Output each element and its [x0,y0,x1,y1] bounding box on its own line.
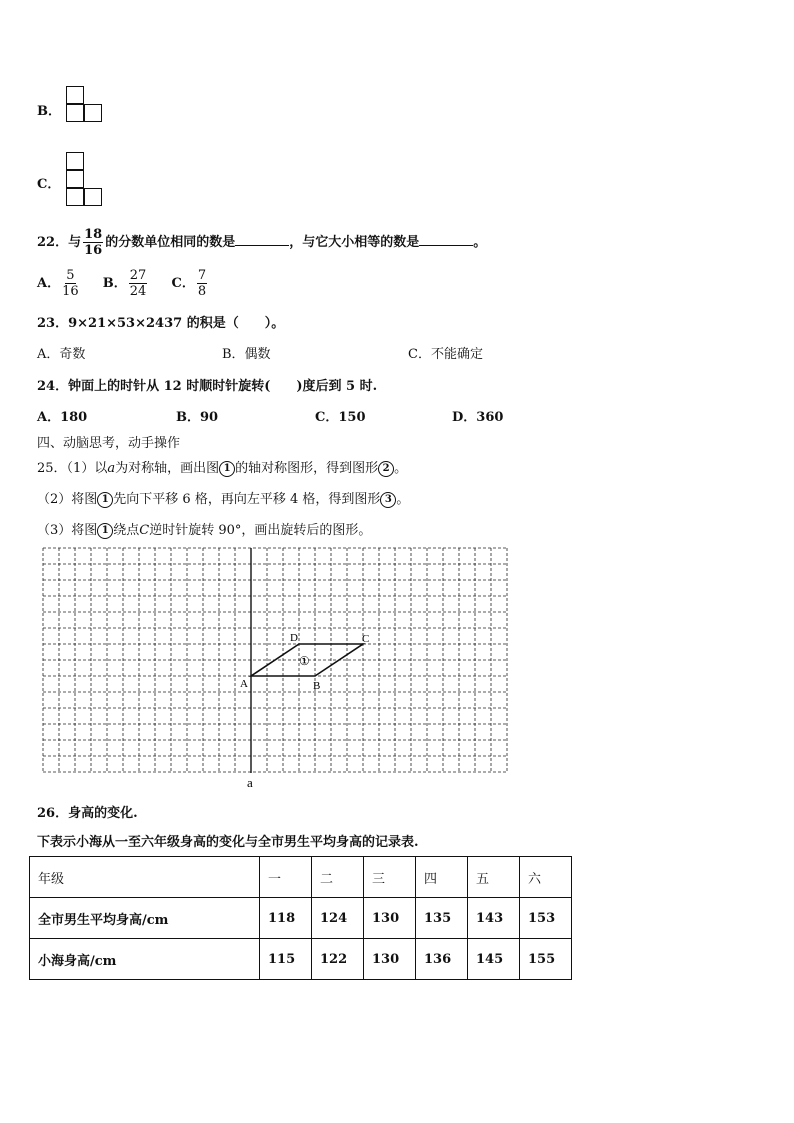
question-22-options: A． $\frac{5}{16}$ B． $\frac{27}{24}$ C． $\frac{7}{8}$ [37,268,207,299]
height-table [29,856,572,980]
table-header-cell: 六 [520,857,572,898]
table-cell: 124 [312,898,364,939]
option-c-fraction: $\frac{7}{8}$ [197,268,207,299]
table-cell: 136 [416,939,468,980]
vertex-label-a: A [240,678,248,690]
table-cell: 135 [416,898,468,939]
option-b-fraction: $\frac{27}{24}$ [129,268,147,299]
shape-label-1: ① [299,654,310,668]
table-cell: 130 [364,898,416,939]
question-25-part-1: 25．（1）以a为对称轴，画出图 1 的轴对称图形，得到图形 2 。 [37,461,408,476]
q24-option-c: C．150 [315,410,366,425]
q24-option-a: A．180 [37,410,88,425]
vertex-label-b: B [313,680,321,692]
vertex-label-c: C [362,633,370,645]
q23-option-b: B．偶数 [222,347,271,362]
q24-option-b: B．90 [176,410,219,425]
question-25-part-2: （2）将图 1 先向下平移 6 格，再向左平移 4 格，得到图形 3 。 [37,492,410,507]
table-header-cell: 年级 [30,857,260,898]
table-header-cell: 二 [312,857,364,898]
q23-option-a: A．奇数 [37,347,86,362]
table-row [30,857,572,898]
table-cell: 115 [260,939,312,980]
table-cell: 小海身高/cm [30,939,260,980]
table-cell: 145 [468,939,520,980]
q24-option-d: D．360 [452,410,504,425]
table-cell: 118 [260,898,312,939]
option-c-label: C． [37,177,61,192]
table-cell: 130 [364,939,416,980]
option-a-fraction: $\frac{5}{16}$ [62,268,79,299]
table-row [30,898,572,939]
axis-label-a: a [247,775,253,790]
table-cell: 143 [468,898,520,939]
vertex-label-d: D [290,632,298,644]
coordinate-grid [40,545,514,795]
question-26-subtitle: 下表示小海从一至六年级身高的变化与全市男生平均身高的记录表. [37,835,419,850]
table-row [30,939,572,980]
fraction-18-16: $\frac{18}{16}$ [84,227,103,258]
table-cell: 153 [520,898,572,939]
table-cell: 全市男生平均身高/cm [30,898,260,939]
answer-blank-2[interactable] [419,233,473,246]
table-cell: 122 [312,939,364,980]
question-26-title: 26．身高的变化. [37,806,138,821]
table-header-cell: 四 [416,857,468,898]
question-24: 24．钟面上的时针从 12 时顺时针旋转( )度后到 5 时. [37,379,378,394]
answer-blank-1[interactable] [235,233,289,246]
question-22: 22．与 $\frac{18}{16}$ 的分数单位相同的数是 ，与它大小相等的数是 。 [37,227,487,258]
q23-option-c: C．不能确定 [408,347,483,362]
option-b-label: B． [37,104,61,119]
table-header-cell: 三 [364,857,416,898]
table-header-cell: 五 [468,857,520,898]
question-23: 23．9×21×53×2437 的积是（ ）。 [37,316,285,331]
section-4-heading: 四、动脑思考，动手操作 [37,436,181,451]
table-cell: 155 [520,939,572,980]
question-25-part-3: （3）将图 1 绕点C逆时针旋转 90°，画出旋转后的图形。 [37,523,372,538]
table-header-cell: 一 [260,857,312,898]
